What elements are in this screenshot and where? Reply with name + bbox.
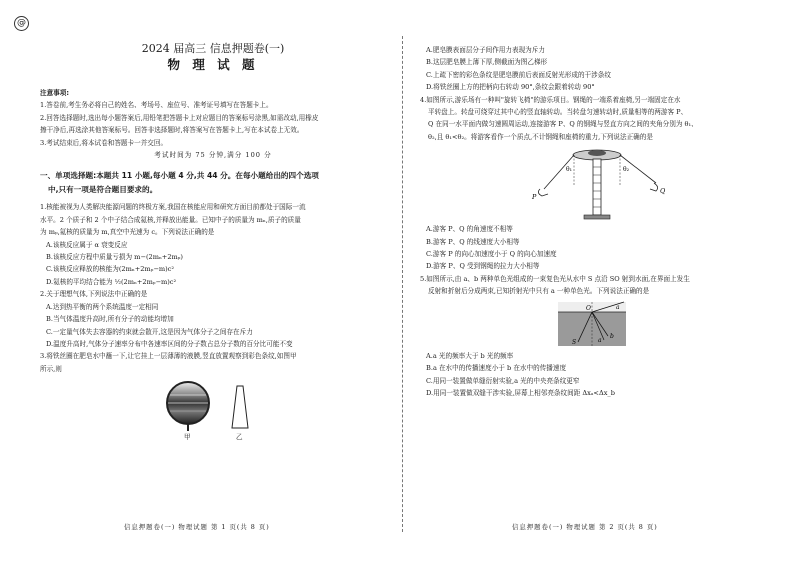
notice-heading: 注意事项: [40,89,70,97]
q4-option-a: A.游客 P、Q 的角速度不相等 [426,225,513,234]
q3-option-d: D.将铁丝圈上方的把柄向右转动 90°,条纹会跟着转动 90° [426,83,595,92]
q4-option-b: B.游客 P、Q 的线速度大小相等 [426,237,520,246]
ray-b-label: b [610,332,614,340]
q5-option-c: C.用同一装置做单缝衍射实验,a 光的中央亮条纹更窄 [426,376,580,385]
exam-info: 考试时间为 75 分钟,满分 100 分 [154,151,272,160]
swing-ride-figure [522,145,672,223]
q4-option-d: D.游客 P、Q 受到钢绳的拉力大小相等 [426,262,540,271]
q1-stem: 水平。2 个质子和 2 个中子结合成氦核,并释放出能量。已知中子的质量为 mₙ,质子的质量 [40,215,301,224]
q4-stem: Q 在同一水平面内做匀速圆周运动,连接游客 P、Q 的钢绳与竖直方向之间的夹角分别为 θ₁、 [428,120,698,129]
trapezoid-cross-section-figure [230,385,250,429]
q4-stem: 4.如图所示,游乐场有一种叫"旋转飞椅"的游乐项目。钢绳的一端系着座椅,另一端固定在水 [420,95,681,104]
point-s-label: S [572,338,577,346]
left-page [40,38,386,442]
q3-stem: 所示,则 [40,364,62,373]
q2-stem: 2.关于理想气体,下列说法中正确的是 [40,290,148,299]
refraction-figure [556,300,628,348]
q3-option-c: C.上疏下密的彩色条纹是肥皂膜前后表面反射光形成的干涉条纹 [426,70,611,79]
q1-option-d: D.氦核的平均结合能为 ½(2mₙ+2mₚ−m)c² [46,277,177,286]
p-label: P [532,193,537,202]
figure-label-yi: 乙 [236,433,243,442]
notice-line: 3.考试结束后,将本试卷和答题卡一并交回。 [40,138,168,147]
q5-stem: 5.如图所示,由 a、b 两种单色光组成的一束复色光从水中 S 点沿 SO 射到水面,在界面上发生 [420,274,690,283]
notice-line: 2.回答选择题时,选出每小题答案后,用铅笔把答题卡上对应题目的答案标号涂黑,如需改动,用橡皮 [40,113,319,122]
q4-figure [420,143,766,223]
publisher-logo: @ [14,16,29,31]
q4-stem: 平转盘上。转盘可绕穿过其中心的竖直轴转动。当转盘匀速转动时,质量相等的两游客 P、 [428,108,688,117]
notice-line: 1.答卷前,考生务必将自己的姓名、考场号、座位号、准考证号填写在答题卡上。 [40,101,273,110]
q2-option-a: A.达到热平衡的两个系统温度一定相同 [46,302,159,311]
q5-option-b: B.a 在水中的传播速度小于 b 在水中的传播速度 [426,364,567,373]
q1-option-a: A.该核反应属于 α 衰变反应 [46,240,128,249]
q5-stem: 反射和折射后分成两束,已知折射光中只有 a 一种单色光。下列说法正确的是 [428,287,650,296]
section-heading-cont: 中,只有一项是符合题目要求的。 [48,185,158,195]
soap-film-ring-figure [158,379,218,431]
q5-option-a: A.a 光的频率大于 b 光的频率 [426,351,514,360]
theta2-label: θ₂ [623,166,630,174]
q3-figure [40,375,386,442]
theta1-label: θ₁ [566,166,573,174]
left-footer: 信息押题卷(一) 物理试题 第 1 页(共 8 页) [124,523,270,531]
q5-figure [420,298,766,350]
q2-option-d: D.温度升高时,气体分子速率分布中各速率区间的分子数占总分子数的百分比可能不变 [46,339,293,348]
right-page [420,44,766,399]
refracted-a-label: a [616,303,620,311]
exam-title: 2024 届高三 信息押题卷(一) [141,42,285,55]
q1-stem: 1.核能被视为人类解决能源问题的终极方案,我国在核能应用和研究方面目前都处于国际一流 [40,203,306,212]
q2-option-c: C.一定量气体失去容器的约束就会散开,这是因为气体分子之间存在斥力 [46,327,253,336]
q2-option-b: B.当气体温度升高时,所有分子的动能均增加 [46,315,174,324]
ray-a-label: a [598,336,602,344]
q1-stem: 为 mₚ,氦核的质量为 m,真空中光速为 c。下列说法正确的是 [40,228,215,237]
section-heading: 一、单项选择题:本题共 11 小题,每小题 4 分,共 44 分。在每小题给出的四个选项 [40,171,319,181]
q4-option-c: C.游客 P 的向心加速度小于 Q 的向心加速度 [426,250,557,259]
q3-stem: 3.将铁丝圈在肥皂水中蘸一下,让它挂上一层薄薄的液膜,竖直放置观察到彩色条纹,如图甲 [40,352,297,361]
notice-line: 擦干净后,再选涂其他答案标号。回答非选择题时,将答案写在答题卡上,写在本试卷上无效。 [40,126,304,135]
figure-label-jia: 甲 [184,433,191,442]
q3-option-b: B.这层肥皂膜上薄下厚,侧截面为图乙梯形 [426,58,548,67]
point-o-label: O [586,304,591,312]
q5-option-d: D.用同一装置做双缝干涉实验,屏幕上相邻亮条纹间距 Δxₐ<Δx_b [426,388,615,397]
q3-option-a: A.肥皂膜表面层分子间作用力表现为斥力 [426,46,545,54]
q1-option-b: B.该核反应方程中质量亏损为 m−(2mₙ+2mₚ) [46,253,183,262]
q1-option-c: C.该核反应释放的核能为(2mₙ+2mₚ−m)c² [46,265,175,274]
subject-title: 物 理 试 题 [167,57,259,72]
q4-stem: θ₂,且 θ₁<θ₂。将游客看作一个质点,不计钢绳和座椅的重力,下列说法正确的是 [428,132,653,141]
q-label: Q [660,187,666,196]
right-footer: 信息押题卷(一) 物理试题 第 2 页(共 8 页) [512,523,658,531]
page-divider [402,36,403,532]
